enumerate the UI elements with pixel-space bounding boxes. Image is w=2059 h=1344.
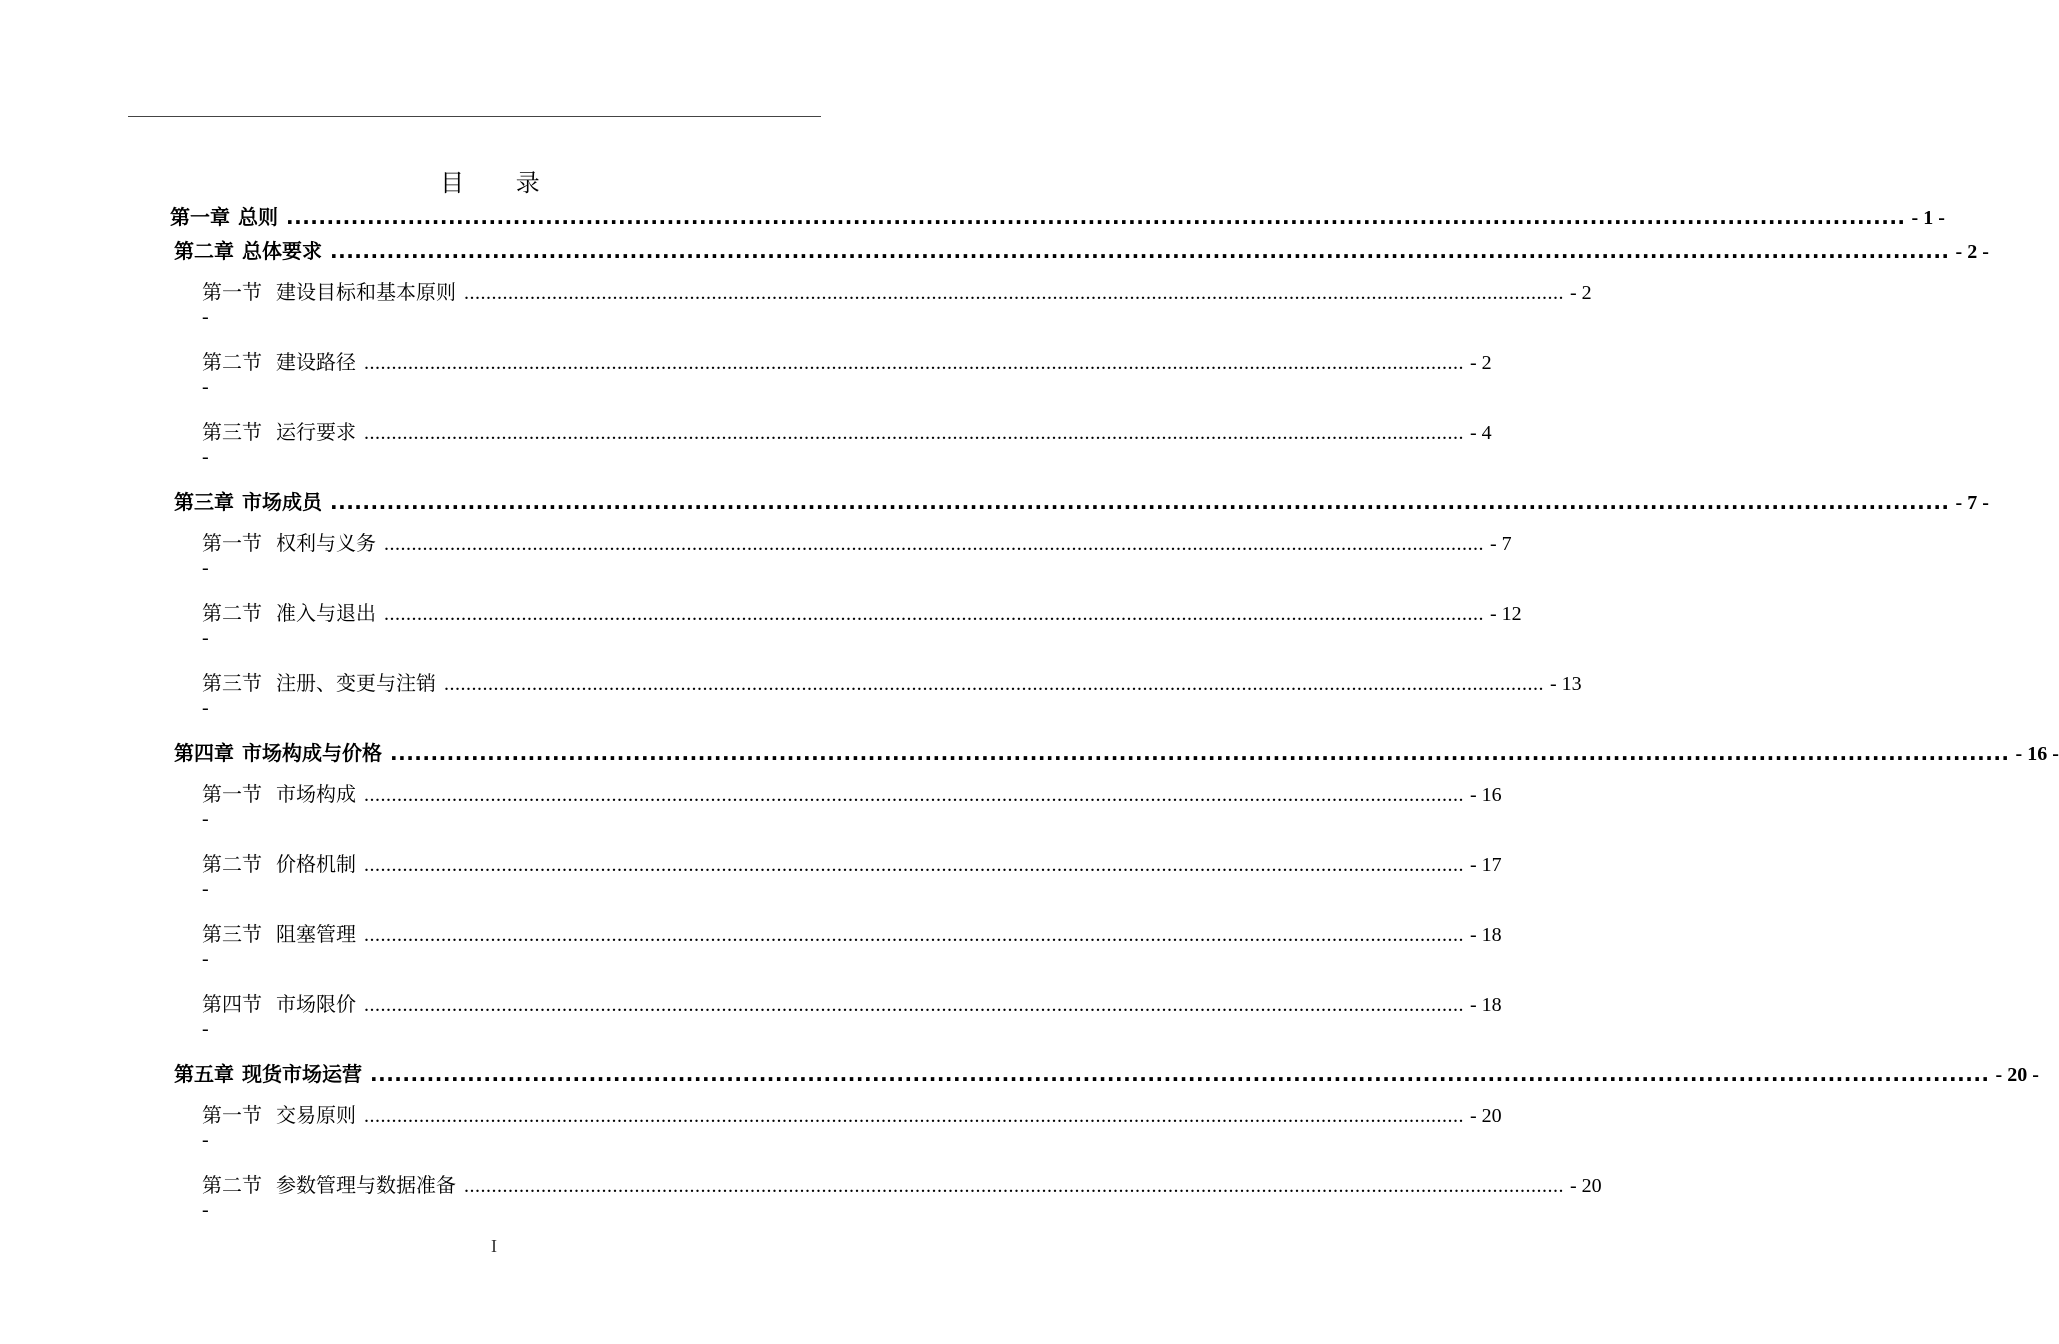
toc-title: 目 录 (440, 169, 562, 197)
toc-entry-page-wrap: - (202, 627, 209, 649)
toc-entry-page-wrap: - (202, 1129, 209, 1151)
toc-entry-label (174, 487, 322, 517)
toc-entry-number: 第三节 (202, 420, 262, 444)
toc-entry-number: 第一节 (202, 531, 262, 555)
toc-entry-page: - 7 (1490, 533, 1512, 555)
toc-entry-page: - 20 (1470, 1105, 1502, 1127)
footer-page-number: I (491, 1236, 497, 1256)
toc-entry-label (202, 417, 356, 447)
toc-entry-label (202, 849, 356, 879)
toc-entry-label (202, 528, 376, 558)
toc-entry-label (174, 1059, 362, 1089)
toc-entry-number: 第一节 (202, 1103, 262, 1127)
toc-entry-title: 阻塞管理 (276, 922, 356, 946)
toc-entry-number: 第二节 (202, 601, 262, 625)
toc-entry-title: 市场限价 (276, 992, 356, 1016)
toc-entry-label (202, 989, 356, 1019)
toc-entry-number: 第三节 (202, 922, 262, 946)
toc-entry-title: 建设路径 (276, 350, 356, 374)
toc-entry-label (202, 598, 376, 628)
toc-entry-title: 权利与义务 (276, 531, 376, 555)
toc-entry-page-wrap: - (202, 557, 209, 579)
toc-entry-label (202, 779, 356, 809)
toc-chapter-entry[interactable] (174, 487, 1989, 517)
toc-leader-dots: ........................................................................................................................................................................................................ (464, 1175, 1564, 1197)
toc-entry-page-wrap: - (202, 376, 209, 398)
toc-entry-label (202, 1100, 356, 1130)
toc-entry-label (202, 1170, 456, 1200)
toc-entry-page: - 16 - (2015, 743, 2059, 765)
toc-leader-dots: ........................................................................................................................................................................................................ (390, 741, 2010, 765)
toc-leader-dots: ........................................................................................................................................................................................................ (286, 205, 1906, 229)
toc-section-entry[interactable] (202, 849, 1502, 879)
toc-entry-number: 第一节 (202, 280, 262, 304)
toc-entry-label (202, 347, 356, 377)
toc-entry-title: 交易原则 (276, 1103, 356, 1127)
toc-entry-page: - 18 (1470, 924, 1502, 946)
toc-entry-title: 现货市场运营 (242, 1062, 362, 1086)
toc-leader-dots: ........................................................................................................................................................................................................ (364, 994, 1464, 1016)
toc-section-entry[interactable] (202, 779, 1502, 809)
toc-leader-dots: ........................................................................................................................................................................................................ (330, 239, 1950, 263)
toc-section-entry[interactable] (202, 989, 1502, 1019)
toc-leader-dots: ........................................................................................................................................................................................................ (364, 924, 1464, 946)
toc-section-entry[interactable] (202, 277, 1592, 307)
toc-entry-page-wrap: - (202, 808, 209, 830)
toc-entry-number: 第二节 (202, 852, 262, 876)
toc-entry-page-wrap: - (202, 306, 209, 328)
toc-entry-title: 总体要求 (242, 239, 322, 263)
toc-entry-page: - 16 (1470, 784, 1502, 806)
toc-leader-dots: ........................................................................................................................................................................................................ (364, 854, 1464, 876)
toc-leader-dots: ........................................................................................................................................................................................................ (364, 422, 1464, 444)
toc-chapter-entry[interactable] (174, 236, 1989, 266)
toc-entry-page-wrap: - (202, 697, 209, 719)
toc-entry-title: 注册、变更与注销 (276, 671, 436, 695)
toc-leader-dots: ........................................................................................................................................................................................................ (370, 1062, 1990, 1086)
toc-entry-number: 第一章 (170, 205, 230, 229)
toc-entry-number: 第四节 (202, 992, 262, 1016)
toc-entry-page-wrap: - (202, 878, 209, 900)
toc-entry-title: 建设目标和基本原则 (276, 280, 456, 304)
toc-entry-page: - 7 - (1955, 492, 1989, 514)
toc-section-entry[interactable] (202, 1100, 1502, 1130)
toc-entry-title: 准入与退出 (276, 601, 376, 625)
toc-entry-number: 第二节 (202, 1173, 262, 1197)
toc-entry-number: 第三章 (174, 490, 234, 514)
toc-entry-label (202, 277, 456, 307)
toc-entry-page: - 18 (1470, 994, 1502, 1016)
toc-entry-label (202, 668, 436, 698)
toc-entry-page: - 2 - (1955, 241, 1989, 263)
toc-entry-label (174, 738, 382, 768)
toc-leader-dots: ........................................................................................................................................................................................................ (364, 1105, 1464, 1127)
toc-entry-page: - 20 (1570, 1175, 1602, 1197)
toc-entry-page-wrap: - (202, 1199, 209, 1221)
toc-entry-page: - 20 - (1995, 1064, 2039, 1086)
toc-entry-number: 第一节 (202, 782, 262, 806)
toc-entry-page-wrap: - (202, 948, 209, 970)
toc-entry-page: - 2 (1570, 282, 1592, 304)
toc-entry-number: 第二节 (202, 350, 262, 374)
toc-entry-label (170, 202, 278, 232)
toc-leader-dots: ........................................................................................................................................................................................................ (364, 784, 1464, 806)
toc-section-entry[interactable] (202, 1170, 1602, 1200)
header-rule (128, 116, 821, 117)
toc-entry-title: 总则 (238, 205, 278, 229)
toc-leader-dots: ........................................................................................................................................................................................................ (444, 673, 1544, 695)
toc-section-entry[interactable] (202, 417, 1492, 447)
toc-entry-title: 运行要求 (276, 420, 356, 444)
toc-entry-number: 第三节 (202, 671, 262, 695)
toc-entry-page: - 12 (1490, 603, 1522, 625)
toc-entry-title: 市场构成 (276, 782, 356, 806)
toc-entry-page: - 1 - (1911, 207, 1945, 229)
toc-entry-title: 市场成员 (242, 490, 322, 514)
toc-leader-dots: ........................................................................................................................................................................................................ (384, 603, 1484, 625)
toc-entry-title: 参数管理与数据准备 (276, 1173, 456, 1197)
toc-entry-number: 第五章 (174, 1062, 234, 1086)
toc-chapter-entry[interactable] (170, 202, 1945, 232)
toc-entry-title: 价格机制 (276, 852, 356, 876)
toc-entry-number: 第四章 (174, 741, 234, 765)
toc-leader-dots: ........................................................................................................................................................................................................ (364, 352, 1464, 374)
toc-section-entry[interactable] (202, 598, 1522, 628)
toc-chapter-entry[interactable] (174, 738, 2059, 768)
toc-entry-page: - 2 (1470, 352, 1492, 374)
toc-leader-dots: ........................................................................................................................................................................................................ (464, 282, 1564, 304)
toc-entry-title: 市场构成与价格 (242, 741, 382, 765)
toc-entry-number: 第二章 (174, 239, 234, 263)
toc-section-entry[interactable] (202, 919, 1502, 949)
toc-entry-label (202, 919, 356, 949)
toc-entry-page-wrap: - (202, 1018, 209, 1040)
toc-section-entry[interactable] (202, 347, 1492, 377)
toc-entry-page: - 4 (1470, 422, 1492, 444)
toc-section-entry[interactable] (202, 528, 1512, 558)
toc-entry-page-wrap: - (202, 446, 209, 468)
toc-entry-page: - 17 (1470, 854, 1502, 876)
toc-entry-page: - 13 (1550, 673, 1582, 695)
toc-leader-dots: ........................................................................................................................................................................................................ (330, 490, 1950, 514)
toc-section-entry[interactable] (202, 668, 1582, 698)
toc-entry-label (174, 236, 322, 266)
toc-chapter-entry[interactable] (174, 1059, 2039, 1089)
toc-leader-dots: ........................................................................................................................................................................................................ (384, 533, 1484, 555)
